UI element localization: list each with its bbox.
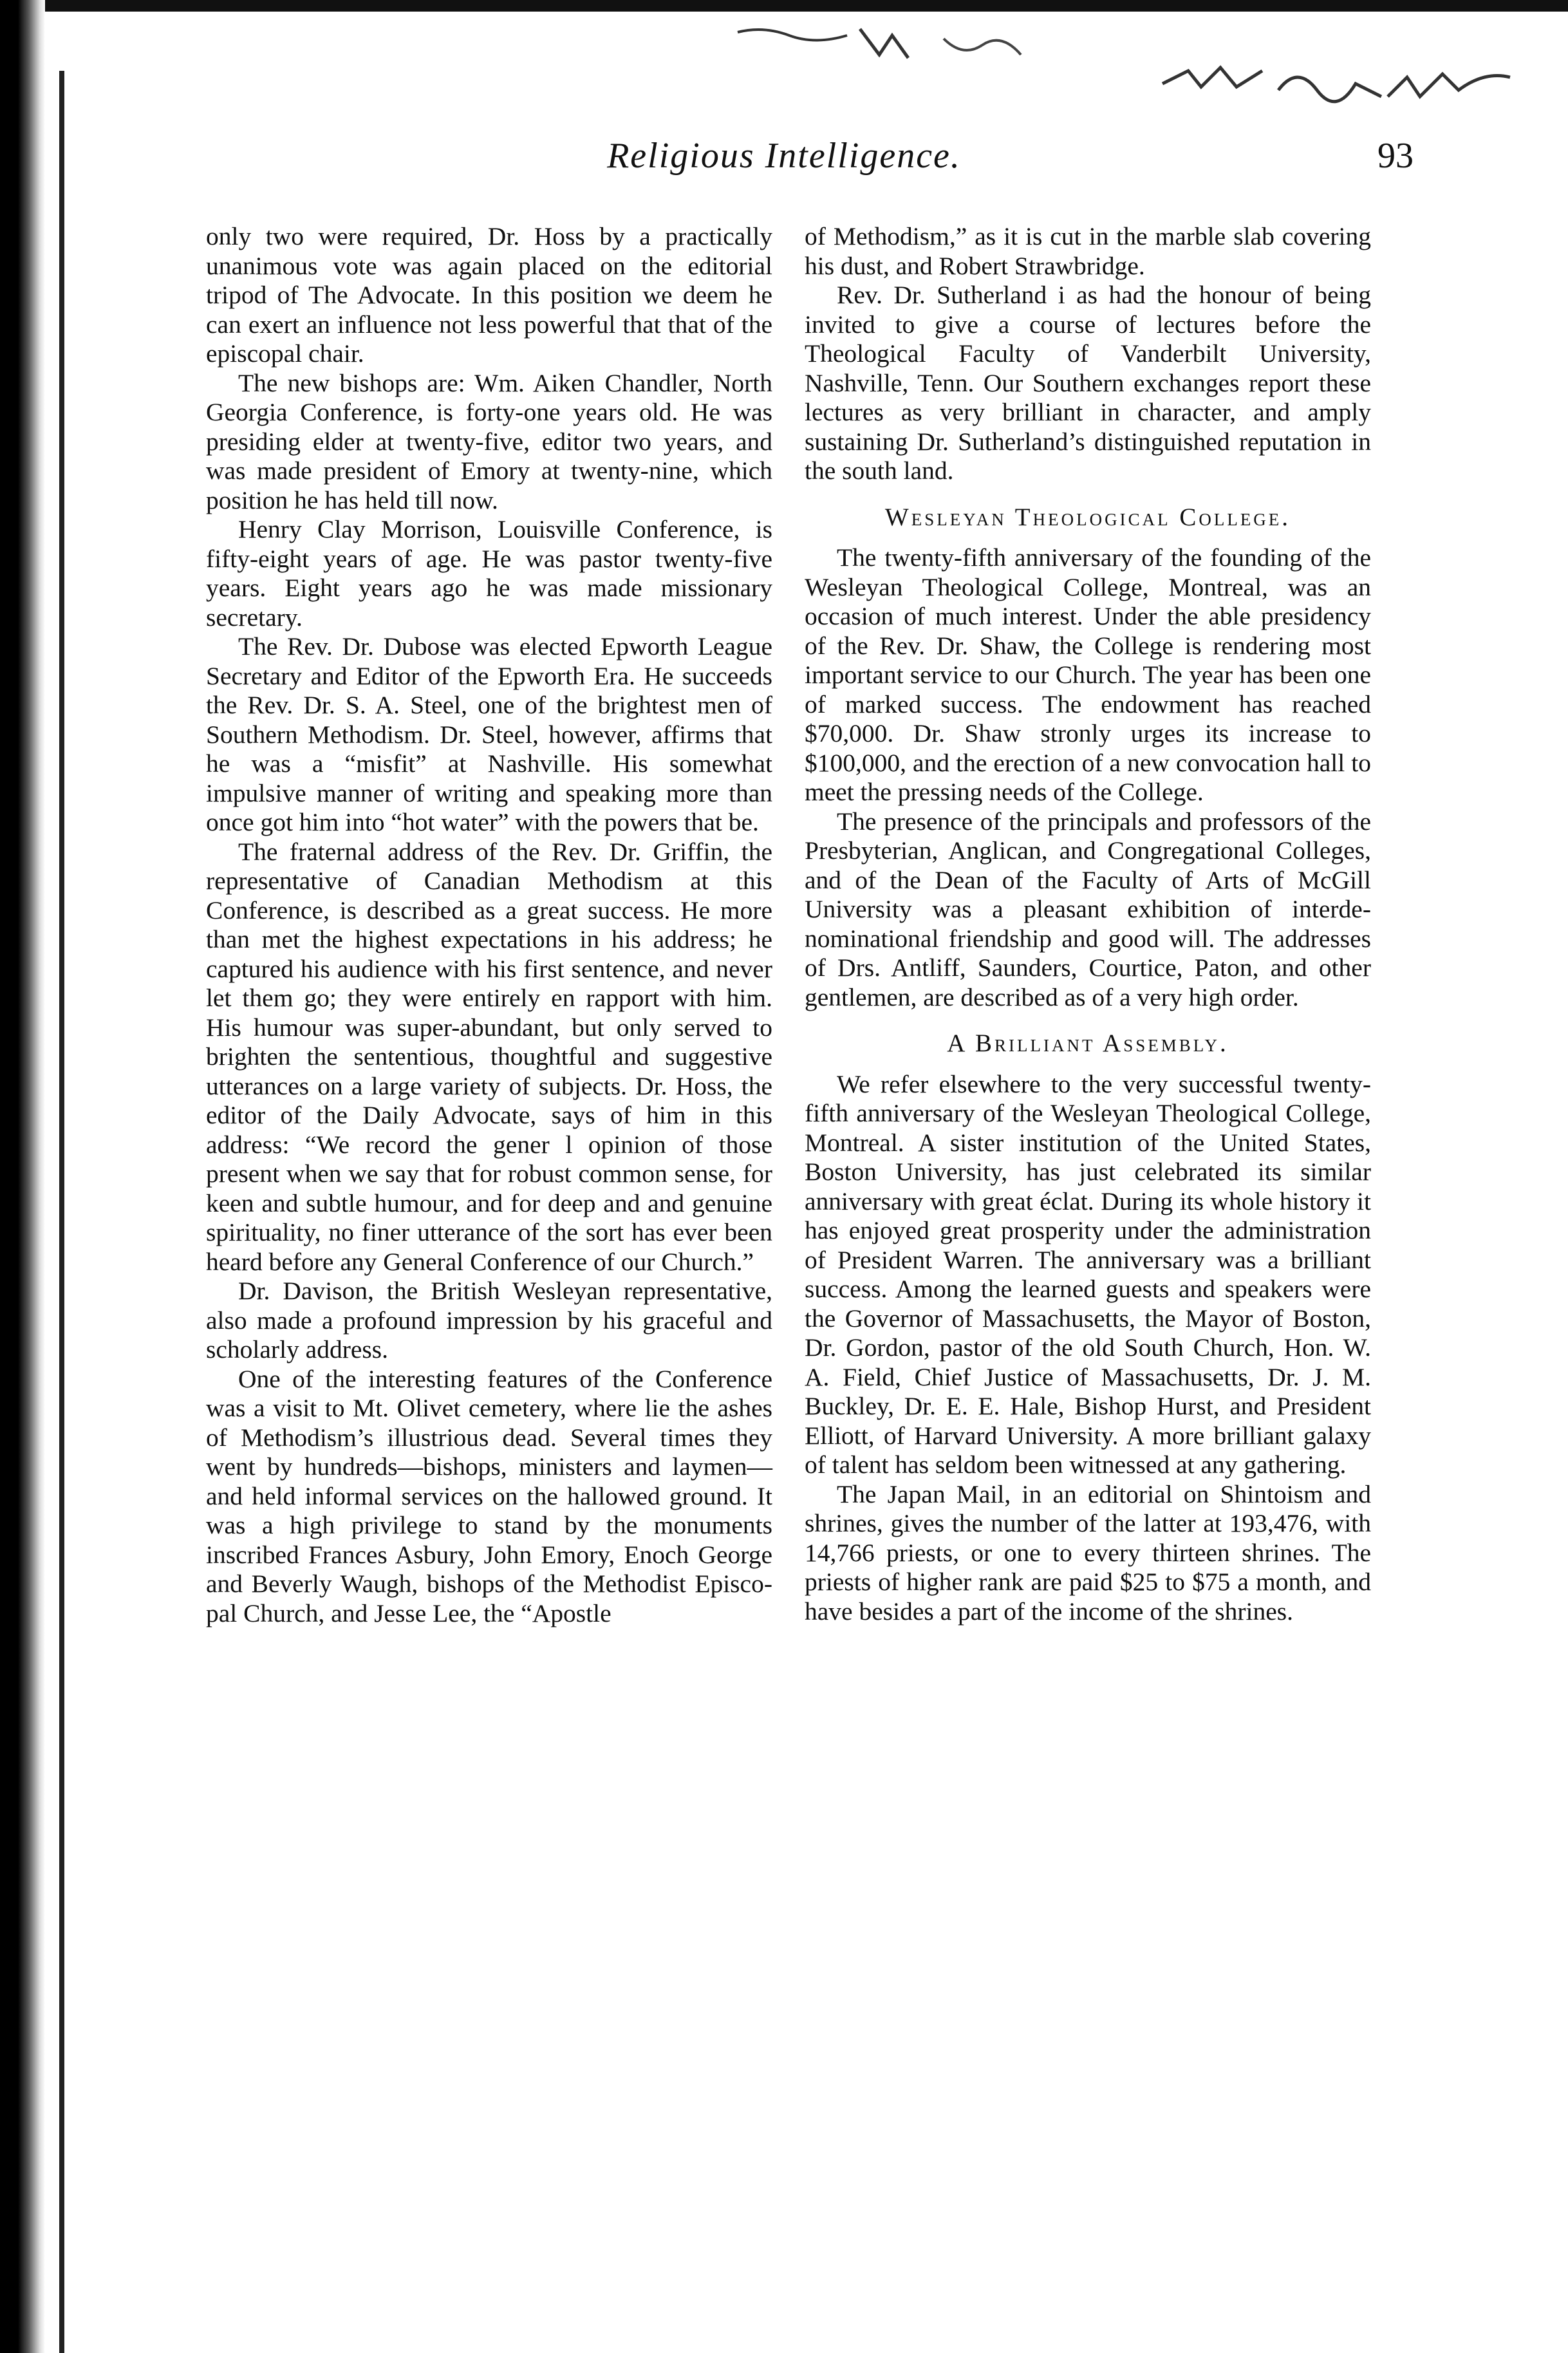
paragraph: Rev. Dr. Sutherland i as had the honour of being invited to give a course of lectures before the Theological Faculty of Vanderbilt University, Nashville, Tenn. Our Southern exchanges report these lectures as very brilliant in character, and amply sustaining Dr. Sutherland’s distinguished reputation in the south land. [805,281,1371,485]
left-column [206,222,772,1628]
gutter-line [59,71,64,2353]
paragraph: only two were required, Dr. Hoss by a practically unanimous vote was again placed on the editorial tripod of The Advocate. In this position we deem he can exert an influence not less powerful that that of the episcopal chair. [206,222,772,368]
paragraph: The twenty-fifth anniversary of the founding of the Wesleyan Theological College, Montreal, was an occasion of much interest. Under the able presidency of the Rev. Dr. Shaw, the College is rendering most important service to our Church. The year has been one of marked success. The endowment has reached $70,000. Dr. Shaw stronly urges its increase to $100,000, and the erection of a new convocation hall to meet the pressing needs of the College. [805,543,1371,806]
binding-shadow [0,0,45,2353]
paragraph: Dr. Davison, the British Wesleyan representative, also made a profound impression by his graceful and scholarly address. [206,1277,772,1364]
ink-bleed-marks [712,13,1549,142]
page-number: 93 [1377,136,1414,176]
running-head [0,135,1568,187]
running-title: Religious Intelligence. [607,136,961,176]
section-heading: A Brilliant Assembly. [947,1029,1229,1057]
section-heading: Wesleyan Theological College. [884,503,1291,531]
paragraph: The Rev. Dr. Dubose was elected Epworth League Secretary and Editor of the Epworth Era. He succeeds the Rev. Dr. S. A. Steel, one of the brightest men of Southern Methodism. Dr. Steel, however, affirms that he was a “misfit” at Nashville. His somewhat impulsive manner of writing and speaking more than once got him into “hot water” with the powers that be. [206,632,772,836]
right-column [805,222,1371,1626]
paragraph: The presence of the principals and professors of the Presbyterian, Anglican, and Congregational Colleges, and of the Dean of the Faculty of Arts of McGill University was a pleasant exhibition of interdenominational friendship and good will. The addresses of Drs. Antliff, Saunders, Courtice, Paton, and other gentlemen, are described as of a very high order. [805,807,1371,1011]
paragraph-continuation: of Methodism,” as it is cut in the marble slab covering his dust, and Robert Strawbridge. [805,222,1371,280]
paragraph: The Japan Mail, in an editorial on Shintoism and shrines, gives the number of the latter at 193,476, with 14,766 priests, or one to every thirteen shrines. The priests of higher rank are paid $25 to $75 a month, and have besides a part of the income of the shrines. [805,1479,1371,1626]
paragraph: One of the interesting features of the Conference was a visit to Mt. Olivet cemetery, where lie the ashes of Methodism’s illustrious dead. Several times they went by hundreds—bishops, ministers and laymen—and held informal services on the hallowed ground. It was a high privilege to stand by the monuments inscribed Frances Asbury, John Emory, Enoch George and Beverly Waugh, bishops of the Methodist Episcopal Church, and Jesse Lee, the “Apostle [206,1364,772,1627]
page-top-edge [0,0,1568,12]
paragraph: The fraternal address of the Rev. Dr. Griffin, the representative of Canadian Methodism at this Conference, is described as a great success. He more than met the highest expectations in his address; he captured his audience with his first sentence, and never let them go; they were entirely en rapport with him. His humour was super-abundant, but only served to brighten the sententious, thoughtful and suggestive utterances on a large variety of subjects. Dr. Hoss, the editor of the Daily Advocate, says of him in this address: “We record the gener l opinion of those present when we say that for robust common sense, for keen and subtle humour, and for deep and and genuine spirituality, no finer utterance of the sort has ever been heard before any General Conference of our Church.” [206,837,772,1276]
paragraph: Henry Clay Morrison, Louisville Conference, is fifty-eight years of age. He was pastor twenty-five years. Eight years ago he was made missionary secretary. [206,515,772,632]
paragraph: The new bishops are: Wm. Aiken Chandler, North Georgia Conference, is forty-one years old. He was presiding elder at twenty-five, editor two years, and was made president of Emory at twenty-nine, which position he has held till now. [206,368,772,514]
paragraph: We refer elsewhere to the very successful twenty-fifth anniversary of the Wesleyan Theological College, Montreal. A sister institution of the United States, Boston University, has just celebrated its similar anniversary with great éclat. During its whole history it has enjoyed great prosperity under the administration of President Warren. The anniversary was a brilliant success. Among the learned guests and speakers were the Governor of Massachusetts, the Mayor of Boston, Dr. Gordon, pastor of the old South Church, Hon. W. A. Field, Chief Justice of Massachusetts, Dr. J. M. Buckley, Dr. E. E. Hale, Bishop Hurst, and President Elliott, of Harvard University. A more brilliant galaxy of talent has seldom been witnessed at any gathering. [805,1069,1371,1479]
